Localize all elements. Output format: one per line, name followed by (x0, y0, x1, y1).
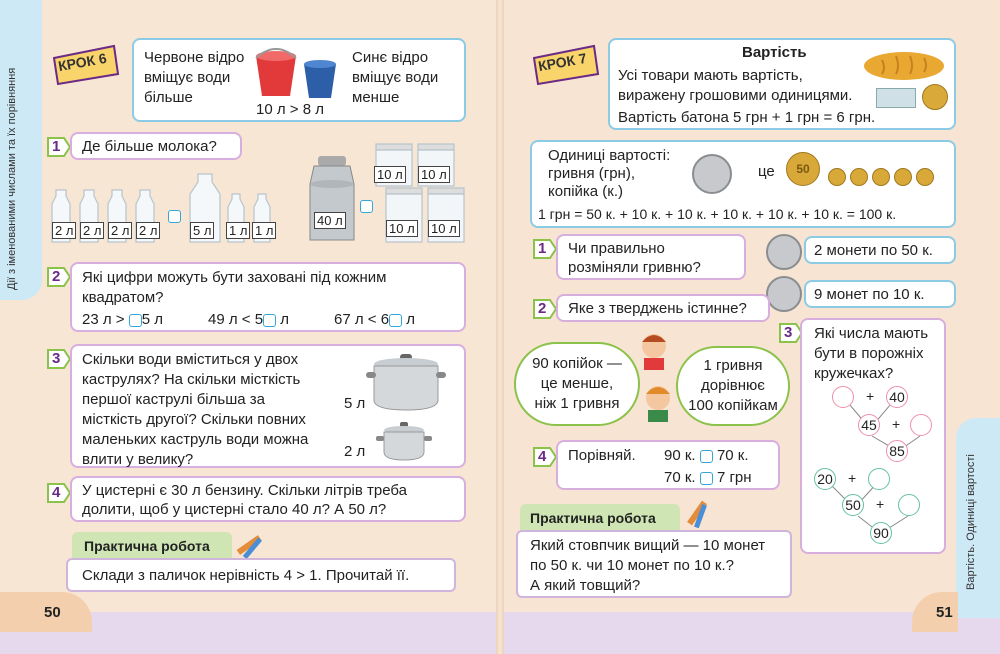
bottle-label: 2 л (80, 222, 104, 239)
digit-square[interactable] (263, 314, 276, 327)
gold-coin-icon (922, 84, 948, 110)
left-page-number: 50 (44, 604, 61, 621)
task-1-right-box (556, 234, 746, 280)
practical-box-right (516, 530, 792, 598)
task-3-box (70, 344, 466, 468)
task-3-number: 3 (778, 322, 804, 344)
task-3-line: бути в порожніх (814, 345, 924, 362)
step-6-badge (48, 44, 120, 86)
step-6-compare: 10 л > 8 л (256, 101, 324, 118)
task-3-line: влити у велику? (82, 451, 194, 468)
task-1-line-1: Чи правильно (568, 240, 665, 257)
number-circle: 50 (842, 494, 864, 516)
step-7-line-3: Вартість батона 5 грн + 1 грн = 6 грн. (618, 109, 876, 126)
task-4-label: Порівняй. (568, 447, 636, 464)
empty-circle[interactable] (898, 494, 920, 516)
task-3-right-box (800, 318, 946, 554)
bubble-left-line: ніж 1 гривня (534, 395, 620, 412)
number-circle: 85 (886, 440, 908, 462)
digit-square[interactable] (129, 314, 142, 327)
practical-text: Склади з паличок нерівність 4 > 1. Прочитай її. (82, 567, 410, 584)
banknote-icon (876, 88, 916, 108)
ten-kopiyok-coin-icon (850, 168, 868, 186)
graph-1-lines (802, 320, 948, 556)
step-7-line-2: виражену грошовими одиницями. (618, 87, 853, 104)
step-7-label: КРОК 7 (536, 49, 588, 75)
option-b-box[interactable] (804, 280, 956, 308)
task-2-number: 2 (532, 298, 558, 320)
graph-1-plus: + (892, 416, 901, 432)
units-line-3: копійка (к.) (548, 183, 624, 200)
task-1-question-box (70, 132, 242, 160)
digit-square[interactable] (389, 314, 402, 327)
empty-circle[interactable] (910, 414, 932, 436)
milk-can-icon (304, 152, 360, 249)
task-4-box (70, 476, 466, 522)
bottle-label: 5 л (190, 222, 214, 239)
red-bucket-text: Червоне відро вміщує води більше (144, 49, 245, 106)
bottle-label: 1 л (252, 222, 276, 239)
task-3-number: 3 (46, 348, 72, 370)
task-4-number: 4 (46, 482, 72, 504)
boy-avatar-top (636, 330, 672, 375)
units-box (530, 140, 956, 228)
jar-label: 10 л (374, 166, 406, 183)
small-pot-icon (376, 420, 432, 469)
practical-box-left (66, 558, 456, 592)
practical-title-tab (520, 504, 680, 532)
right-side-text: Вартість. Одиниці вартості (965, 454, 977, 590)
coin-value: 50 (796, 162, 810, 176)
task-2-example-3: 67 л < 6 л (334, 311, 415, 328)
bubble-left-line: 90 копійок — (532, 355, 622, 372)
jar-label: 10 л (428, 220, 460, 237)
empty-circle[interactable] (832, 386, 854, 408)
step-6-box (132, 38, 466, 122)
bottle-label: 2 л (136, 222, 160, 239)
ten-kopiyok-coin-icon (872, 168, 890, 186)
task-4-row-1: 90 к. 70 к. (664, 447, 749, 464)
boy-avatar-bottom (640, 382, 676, 427)
task-1-line-2: розміняли гривню? (568, 259, 701, 276)
option-a-box[interactable] (804, 236, 956, 264)
bubble-right-line: дорівнює (701, 377, 765, 394)
task-4-number: 4 (532, 446, 558, 468)
units-ce: це (758, 163, 775, 180)
task-3-line: першої каструлі більша за (82, 391, 265, 408)
speech-bubble-right (676, 346, 790, 426)
task-3-line: каструлях? На скільки місткість (82, 371, 301, 388)
milk-can-label: 40 л (314, 212, 346, 229)
blue-bucket-icon (300, 58, 340, 105)
bubble-right-line: 1 гривня (703, 357, 763, 374)
practical-line: по 50 к. чи 10 монет по 10 к.? (530, 557, 734, 574)
bottle-label: 2 л (52, 222, 76, 239)
jar-label: 10 л (418, 166, 450, 183)
task-1-number: 1 (46, 136, 72, 158)
practical-line: Який стовпчик вищий — 10 монет (530, 537, 766, 554)
task-3-line: Які числа мають (814, 325, 929, 342)
number-circle: 90 (870, 522, 892, 544)
practical-line: А який товщий? (530, 577, 641, 594)
step-6-label: КРОК 6 (56, 49, 108, 75)
compare-square[interactable] (168, 210, 181, 223)
task-2-line-1: Які цифри можуть бути заховані під кожним (82, 269, 387, 286)
task-1-question: Де більше молока? (82, 138, 217, 155)
bread-icon (862, 48, 946, 87)
pot-1-label: 5 л (344, 395, 366, 412)
task-2-right-box (556, 294, 770, 322)
task-1-number: 1 (532, 238, 558, 260)
number-circle: 45 (858, 414, 880, 436)
task-3-line: маленьких каструль води можна (82, 431, 309, 448)
task-4-line-1: У цистерні є 30 л бензину. Скільки літрів треба (82, 482, 407, 499)
option-a-text: 2 монети по 50 к. (814, 242, 933, 259)
task-2-example-2: 49 л < 5 л (208, 311, 289, 328)
ten-kopiyok-coin-icon (916, 168, 934, 186)
step-7-badge (528, 44, 600, 86)
task-4-row-2: 70 к. 7 грн (664, 469, 752, 486)
task-2-question: Яке з тверджень істинне? (568, 300, 747, 317)
compare-square[interactable] (700, 450, 713, 463)
left-side-text: Дії з іменованими числами та їх порівняння (6, 67, 18, 290)
bottle-label: 1 л (226, 222, 250, 239)
practical-title: Практична робота (530, 510, 656, 526)
task-2-example-1: 23 л > 5 л (82, 311, 163, 328)
units-line-1: Одиниці вартості: (548, 147, 671, 164)
option-b-text: 9 монет по 10 к. (814, 286, 925, 303)
bottle-label: 2 л (108, 222, 132, 239)
bubble-right-line: 100 копійкам (688, 397, 778, 414)
fifty-kopiyok-coin-icon (786, 152, 820, 186)
task-2-line-2: квадратом? (82, 289, 164, 306)
hryvnia-coin-icon (766, 276, 802, 312)
number-circle: 40 (886, 386, 908, 408)
ten-kopiyok-coin-icon (828, 168, 846, 186)
graph-2-plus: + (848, 470, 857, 486)
empty-circle[interactable] (868, 468, 890, 490)
number-circle: 20 (814, 468, 836, 490)
jar-label: 10 л (386, 220, 418, 237)
page-gutter (496, 0, 504, 654)
graph-1-plus: + (866, 388, 875, 404)
bubble-left-line: це менше, (540, 375, 614, 392)
task-4-right-box (556, 440, 780, 490)
units-equation: 1 грн = 50 к. + 10 к. + 10 к. + 10 к. + 10 к. + 10 к. = 100 к. (538, 206, 897, 222)
step-7-title: Вартість (742, 44, 807, 61)
task-3-line: місткість другої? Скільки повних (82, 411, 306, 428)
task-2-box (70, 262, 466, 332)
ten-kopiyok-coin-icon (894, 168, 912, 186)
task-4-line-2: долити, щоб у цистерні стало 40 л? А 50 л? (82, 501, 387, 518)
blue-bucket-text: Синє відро вміщує води менше (352, 49, 439, 106)
right-page-number: 51 (936, 604, 953, 621)
speech-bubble-left (514, 342, 640, 426)
task-2-number: 2 (46, 266, 72, 288)
task-3-line: кружечках? (814, 365, 894, 382)
hryvnia-coin-icon (692, 154, 732, 194)
practical-title-tab (72, 532, 232, 560)
graph-2-plus: + (876, 496, 885, 512)
step-7-line-1: Усі товари мають вартість, (618, 67, 803, 84)
red-bucket-icon (250, 48, 302, 105)
practical-title: Практична робота (84, 538, 210, 554)
pot-2-label: 2 л (344, 443, 366, 460)
units-line-2: гривня (грн), (548, 165, 635, 182)
step-7-box (608, 38, 956, 130)
compare-square[interactable] (700, 472, 713, 485)
task-3-line: Скільки води вміститься у двох (82, 351, 299, 368)
hryvnia-coin-icon (766, 234, 802, 270)
large-pot-icon (366, 350, 446, 419)
